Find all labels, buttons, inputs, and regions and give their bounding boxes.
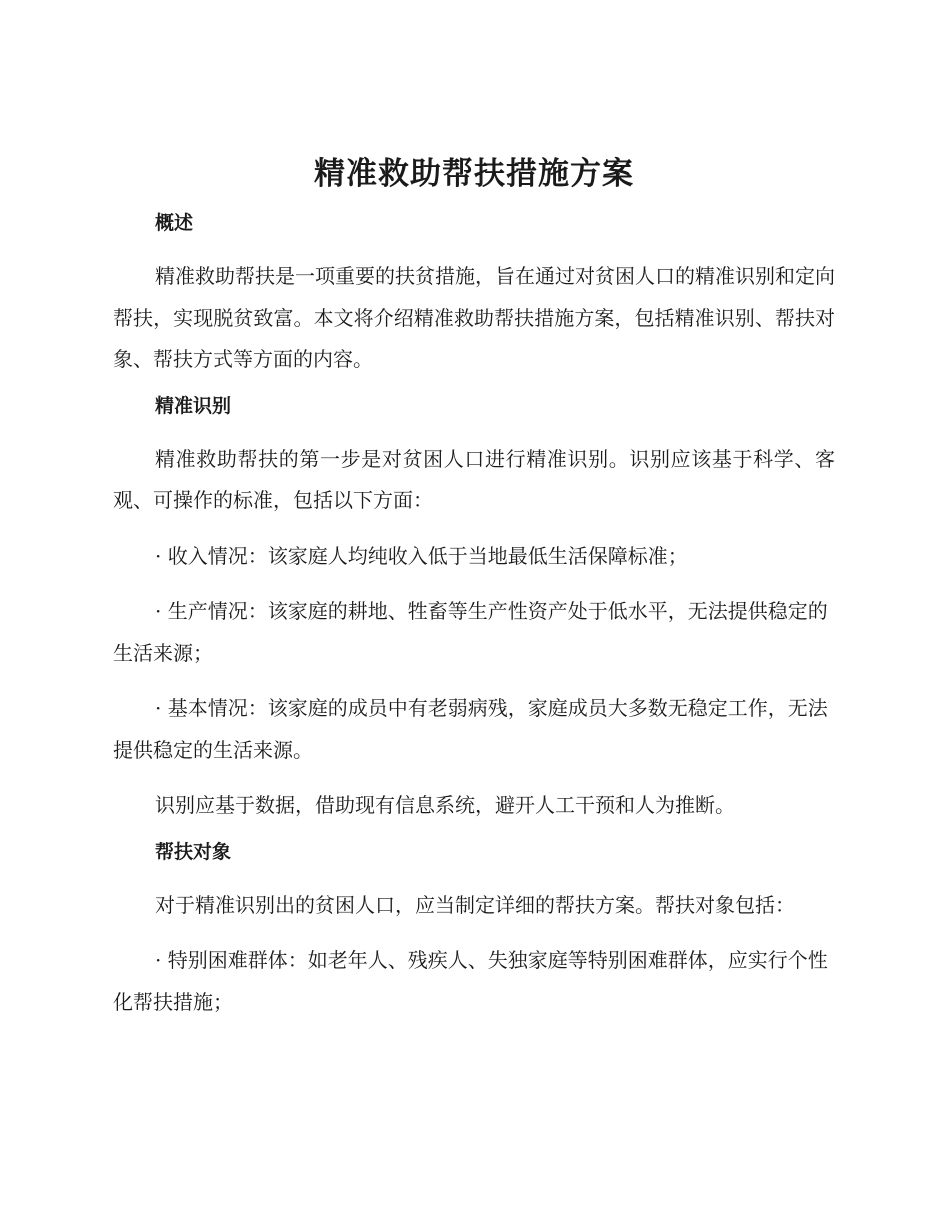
document-title: 精准救助帮扶措施方案: [314, 156, 634, 192]
document-body: [113, 148, 835, 1037]
targets-intro-paragraph: 对于精准识别出的贫困人口，应当制定详细的帮扶方案。帮扶对象包括：: [155, 892, 795, 917]
bullet-income: · 收入情况：该家庭人均纯收入低于当地最低生活保障标准；: [155, 543, 688, 568]
section-identification: [113, 395, 835, 827]
section-overview: [113, 212, 835, 381]
section-heading-identification: 精准识别: [155, 394, 232, 417]
identification-data-paragraph: 识别应基于数据，借助现有信息系统，避开人工干预和人为推断。: [155, 793, 735, 817]
section-heading-overview: 概述: [155, 212, 194, 234]
section-heading-targets: 帮扶对象: [155, 840, 232, 863]
overview-paragraph: 精准救助帮扶是一项重要的扶贫措施，旨在通过对贫困人口的精准识别和定向帮扶，实现脱贫致富。本文将介绍精准救助帮扶措施方案，包括精准识别、帮扶对象、帮扶方式等方面的内容。: [113, 264, 835, 371]
bullet-special-difficulty-groups: · 特别困难群体：如老年人、残疾人、失独家庭等特别困难群体，应实行个性化帮扶措施；: [113, 948, 828, 1014]
bullet-production: · 生产情况：该家庭的耕地、牲畜等生产性资产处于低水平，无法提供稳定的生活来源；: [113, 599, 828, 665]
section-targets: [113, 841, 835, 1024]
bullet-basic-situation: · 基本情况：该家庭的成员中有老弱病残，家庭成员大多数无稳定工作，无法提供稳定的生活来源。: [113, 696, 828, 762]
identification-intro-paragraph: 精准救助帮扶的第一步是对贫困人口进行精准识别。识别应该基于科学、客观、可操作的标准，包括以下方面：: [113, 446, 835, 512]
